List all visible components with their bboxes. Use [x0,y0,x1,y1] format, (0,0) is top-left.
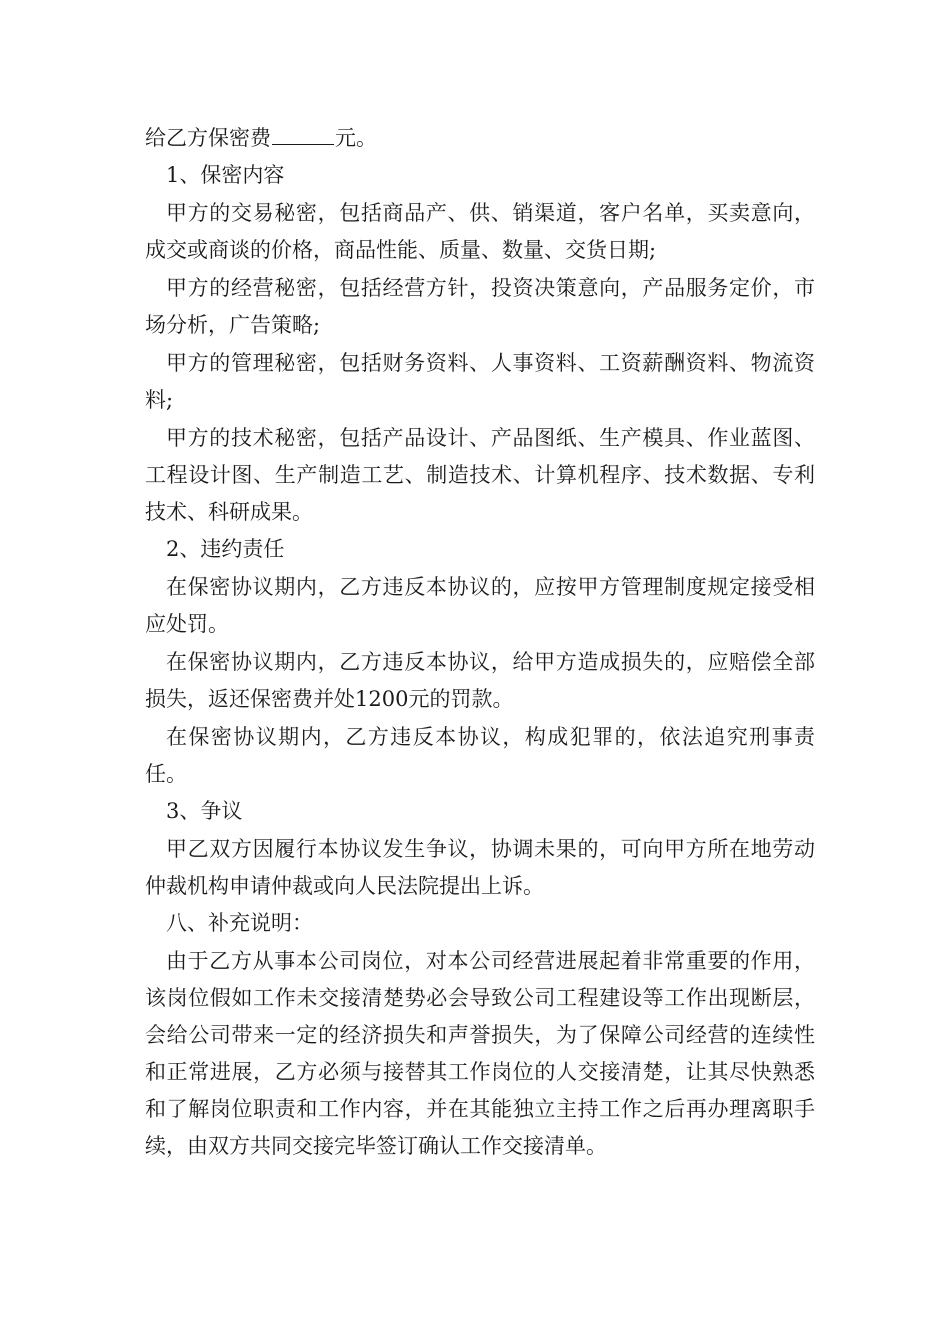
fee-line-prefix: 给乙方保密费 [145,126,271,150]
paragraph-supplement: 由于乙方从事本公司岗位，对本公司经营进展起着非常重要的作用，该岗位假如工作未交接清楚势必会导致公司工程建设等工作出现断层，会给公司带来一定的经济损失和声誉损失，为了保障公司经营的连续性和正常进展，乙方必须与接替其工作岗位的人交接清楚，让其尽快熟悉和了解岗位职责和工作内容，并在其能独立主持工作之后再办理离职手续，由双方共同交接完毕签订确认工作交接清单。 [145,949,815,1158]
paragraph-liability-penalty: 在保密协议期内，乙方违反本协议的，应按甲方管理制度规定接受相应处罚。 [145,575,815,636]
fee-line-suffix: 元。 [335,126,377,150]
section-heading-supplement: 八、补充说明： [166,911,313,935]
paragraph-liability-compensation: 在保密协议期内，乙方违反本协议，给甲方造成损失的，应赔偿全部损失，返还保密费并处1200元的罚款。 [145,650,815,711]
section-heading-confidential-content: 1、保密内容 [166,163,285,187]
fee-line [145,120,815,157]
document-body [145,120,815,1165]
paragraph-technical-secret: 甲方的技术秘密，包括产品设计、产品图纸、生产模具、作业蓝图、工程设计图、生产制造工艺、制造技术、计算机程序、技术数据、专利技术、科研成果。 [145,426,815,524]
section-heading-liability: 2、违约责任 [166,537,285,561]
paragraph-management-secret: 甲方的管理秘密，包括财务资料、人事资料、工资薪酬资料、物流资料; [145,351,815,412]
paragraph-trade-secret: 甲方的交易秘密，包括商品产、供、销渠道，客户名单，买卖意向，成交或商谈的价格，商品性能、质量、数量、交货日期; [145,201,815,262]
fee-blank [272,122,334,145]
section-heading-dispute: 3、争议 [166,799,243,823]
paragraph-liability-criminal: 在保密协议期内，乙方违反本协议，构成犯罪的，依法追究刑事责任。 [145,725,815,786]
paragraph-dispute: 甲乙双方因履行本协议发生争议，协调未果的，可向甲方所在地劳动仲裁机构申请仲裁或向人民法院提出上诉。 [145,837,815,898]
paragraph-business-secret: 甲方的经营秘密，包括经营方针，投资决策意向，产品服务定价，市场分析，广告策略; [145,276,815,337]
